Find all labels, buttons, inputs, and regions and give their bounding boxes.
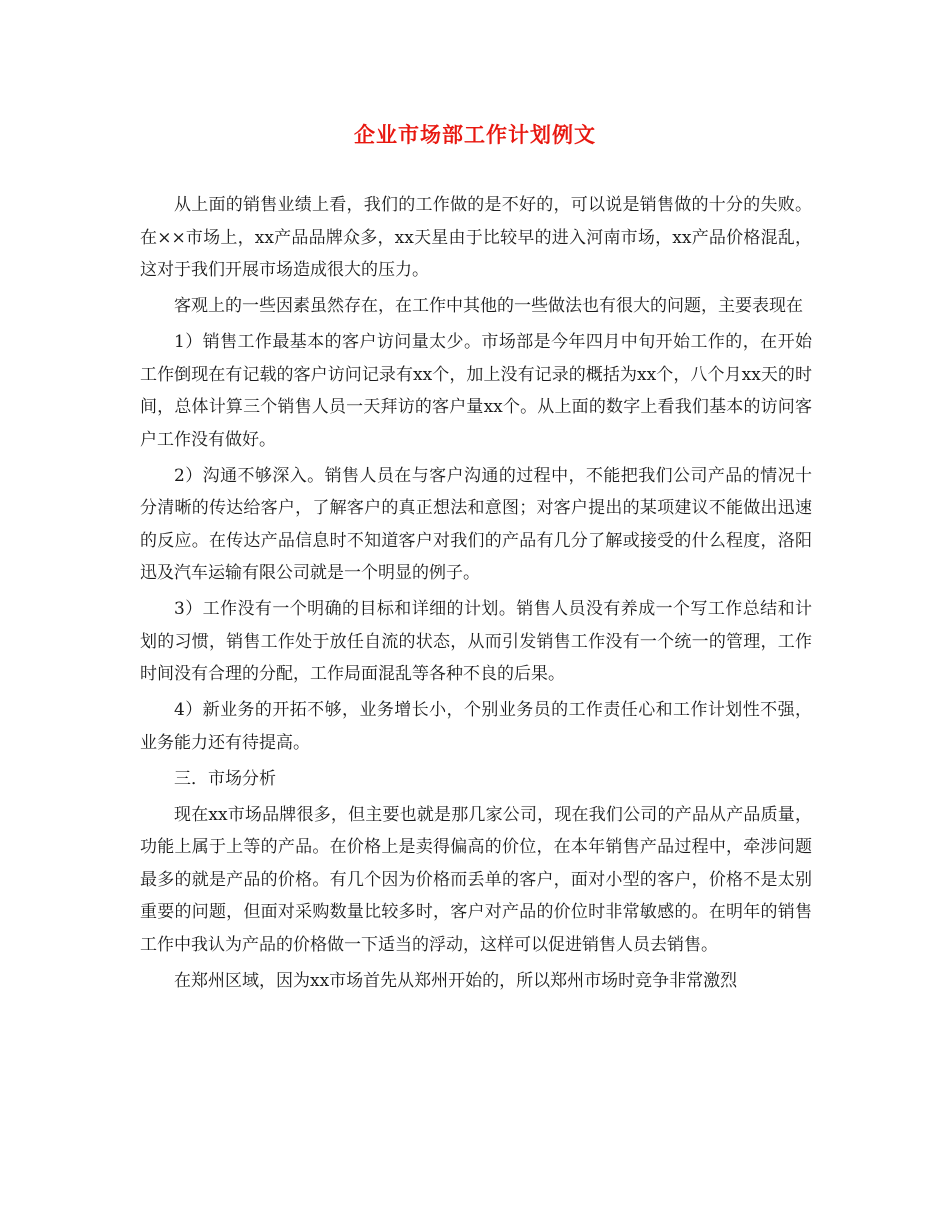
paragraph-sales-review: 从上面的销售业绩上看，我们的工作做的是不好的，可以说是销售做的十分的失败。在××市场上，xx产品品牌众多，xx天星由于比较早的进入河南市场，xx产品价格混乱，这对于我们开展市场造成很大的压力。 xyxy=(140,195,812,280)
paragraph-point-2: 2）沟通不够深入。销售人员在与客户沟通的过程中，不能把我们公司产品的情况十分清晰的传达给客户，了解客户的真正想法和意图；对客户提出的某项建议不能做出迅速的反应。在传达产品信息时不知道客户对我们的产品有几分了解或接受的什么程度，洛阳迅及汽车运输有限公司就是一个明显的例子。 xyxy=(140,465,812,583)
paragraph-market-analysis: 现在xx市场品牌很多，但主要也就是那几家公司，现在我们公司的产品从产品质量，功能上属于上等的产品。在价格上是卖得偏高的价位，在本年销售产品过程中，牵涉问题最多的就是产品的价格。有几个因为价格而丢单的客户，面对小型的客户，价格不是太别重要的问题，但面对采购数量比较多时，客户对产品的价位时非常敏感的。在明年的销售工作中我认为产品的价格做一下适当的浮动，这样可以促进销售人员去销售。 xyxy=(140,804,812,955)
paragraph-zhengzhou: 在郑州区域，因为xx市场首先从郑州开始的，所以郑州市场时竞争非常激烈 xyxy=(174,970,738,991)
section-heading-market-analysis: 三．市场分析 xyxy=(174,768,276,789)
document-title: 企业市场部工作计划例文 xyxy=(354,122,596,147)
paragraph-objective-factors: 客观上的一些因素虽然存在，在工作中其他的一些做法也有很大的问题，主要表现在 xyxy=(174,296,803,316)
paragraph-point-4: 4）新业务的开拓不够，业务增长小，个别业务员的工作责任心和工作计划性不强，业务能力还有待提高。 xyxy=(140,700,812,753)
paragraph-point-1: 1）销售工作最基本的客户访问量太少。市场部是今年四月中旬开始工作的，在开始工作倒现在有记载的客户访问记录有xx个，加上没有记录的概括为xx个，八个月xx天的时间，总体计算三个销售人员一天拜访的客户量xx个。从上面的数字上看我们基本的访问客户工作没有做好。 xyxy=(140,332,812,450)
document-body xyxy=(140,189,812,1001)
paragraph-point-3: 3）工作没有一个明确的目标和详细的计划。销售人员没有养成一个写工作总结和计划的习惯，销售工作处于放任自流的状态，从而引发销售工作没有一个统一的管理，工作时间没有合理的分配，工作局面混乱等各种不良的后果。 xyxy=(140,599,812,684)
